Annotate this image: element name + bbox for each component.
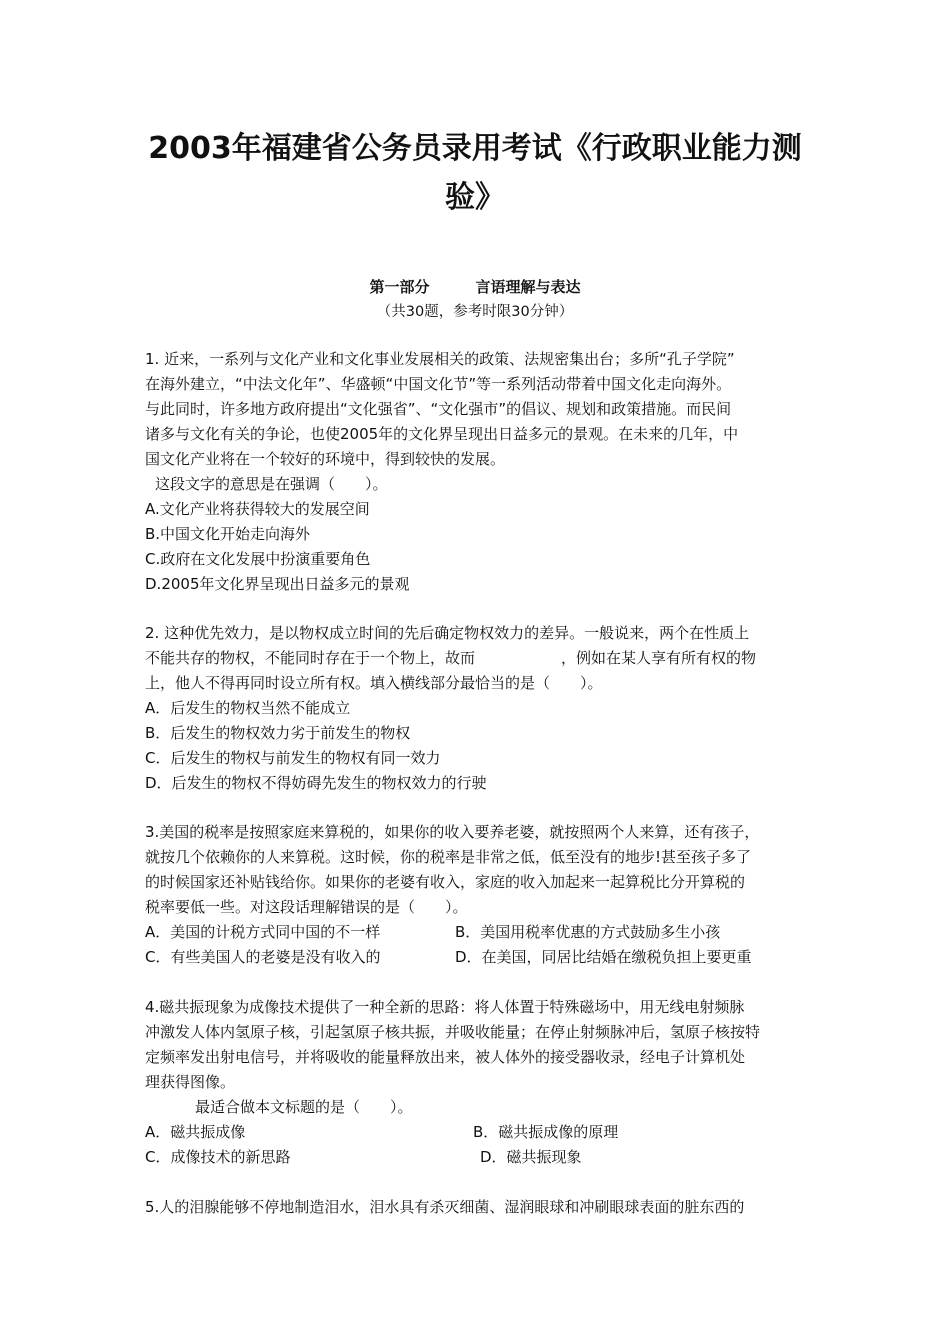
- question-4-option-c: C．成像技术的新思路: [145, 1148, 291, 1166]
- question-5: [145, 1195, 817, 1220]
- question-2-option-c: C．后发生的物权与前发生的物权有同一效力: [145, 749, 441, 767]
- question-3-line: 3.美国的税率是按照家庭来算税的，如果你的收入要养老婆，就按照两个人来算，还有孩子，: [145, 823, 760, 841]
- question-4-options-row: [145, 1145, 817, 1170]
- question-4-option-d: D．磁共振现象: [480, 1148, 582, 1166]
- section-name: 言语理解与表达: [475, 278, 581, 296]
- question-2-option-b: B．后发生的物权效力劣于前发生的物权: [145, 724, 411, 742]
- question-3-line: 税率要低一些。对这段话理解错误的是（ ）。: [145, 898, 468, 916]
- question-3-options-row: [145, 945, 817, 970]
- question-4-line: 4.磁共振现象为成像技术提供了一种全新的思路：将人体置于特殊磁场中，用无线电射频脉: [145, 998, 745, 1016]
- question-1-line: 1. 近来，一系列与文化产业和文化事业发展相关的政策、法规密集出台；多所“孔子学院”: [145, 350, 735, 368]
- question-4-line: 定频率发出射电信号，并将吸收的能量释放出来，被人体外的接受器收录，经电子计算机处: [145, 1048, 746, 1066]
- question-1-line: 诸多与文化有关的争论，也使2005年的文化界呈现出日益多元的景观。在未来的几年，中: [145, 425, 739, 443]
- document-title: [140, 124, 810, 222]
- question-2-line: 2. 这种优先效力，是以物权成立时间的先后确定物权效力的差异。一般说来，两个在性质上: [145, 624, 750, 642]
- question-1-line: 与此同时，许多地方政府提出“文化强省”、“文化强市”的倡议、规划和政策措施。而民间: [145, 400, 732, 418]
- question-4-option-a: A．磁共振成像: [145, 1123, 246, 1141]
- question-2-line-after-blank: ，例如在某人享有所有权的物: [561, 649, 757, 667]
- question-2-line: [145, 646, 817, 671]
- question-1-line: 在海外建立，“中法文化年”、华盛顿“中国文化节”等一系列活动带着中国文化走向海外。: [145, 375, 732, 393]
- question-1-option-a: A.文化产业将获得较大的发展空间: [145, 500, 370, 518]
- question-2-option-a: A．后发生的物权当然不能成立: [145, 699, 351, 717]
- question-3-option-c: C．有些美国人的老婆是没有收入的: [145, 948, 381, 966]
- question-2-line: 上，他人不得再同时设立所有权。填入横线部分最恰当的是（ ）。: [145, 674, 603, 692]
- title-line-1: 2003年福建省公务员录用考试《行政职业能力测: [148, 131, 802, 166]
- question-1-option-b: B.中国文化开始走向海外: [145, 525, 311, 543]
- question-3-option-a: A．美国的计税方式同中国的不一样: [145, 923, 381, 941]
- question-1-option-d: D.2005年文化界呈现出日益多元的景观: [145, 575, 410, 593]
- question-4-options-row: [145, 1120, 817, 1145]
- question-2: [145, 621, 817, 796]
- question-3-line: 的时候国家还补贴钱给你。如果你的老婆有收入，家庭的收入加起来一起算税比分开算税的: [145, 873, 746, 891]
- question-3-option-d: D．在美国，同居比结婚在缴税负担上要更重: [455, 948, 752, 966]
- question-4-prompt: 最适合做本文标题的是（ ）。: [195, 1098, 413, 1116]
- question-4: [145, 995, 817, 1170]
- question-2-line-before-blank: 不能共存的物权，不能同时存在于一个物上，故而: [145, 649, 476, 667]
- question-3-options-row: [145, 920, 817, 945]
- question-3-line: 就按几个依赖你的人来算税。这时候，你的税率是非常之低，低至没有的地步!甚至孩子多了: [145, 848, 752, 866]
- section-subheading: （共30题，参考时限30分钟）: [376, 304, 574, 320]
- question-3: [145, 820, 817, 970]
- question-5-line: 5.人的泪腺能够不停地制造泪水，泪水具有杀灭细菌、湿润眼球和冲刷眼球表面的脏东西的: [145, 1198, 745, 1216]
- question-4-line: 理获得图像。: [145, 1073, 236, 1091]
- question-3-option-b: B．美国用税率优惠的方式鼓励多生小孩: [455, 923, 721, 941]
- question-1-option-c: C.政府在文化发展中扮演重要角色: [145, 550, 371, 568]
- question-2-option-d: D．后发生的物权不得妨碍先发生的物权效力的行驶: [145, 774, 487, 792]
- section-part: 第一部分: [369, 278, 430, 296]
- question-1-line: 国文化产业将在一个较好的环境中，得到较快的发展。: [145, 450, 506, 468]
- question-4-option-b: B．磁共振成像的原理: [473, 1123, 619, 1141]
- question-1: [145, 347, 817, 597]
- section-heading: [0, 276, 950, 297]
- title-line-2: 验》: [445, 180, 505, 215]
- question-1-prompt: 这段文字的意思是在强调（ ）。: [155, 475, 388, 493]
- question-4-line: 冲激发人体内氢原子核，引起氢原子核共振，并吸收能量；在停止射频脉冲后，氢原子核按特: [145, 1023, 761, 1041]
